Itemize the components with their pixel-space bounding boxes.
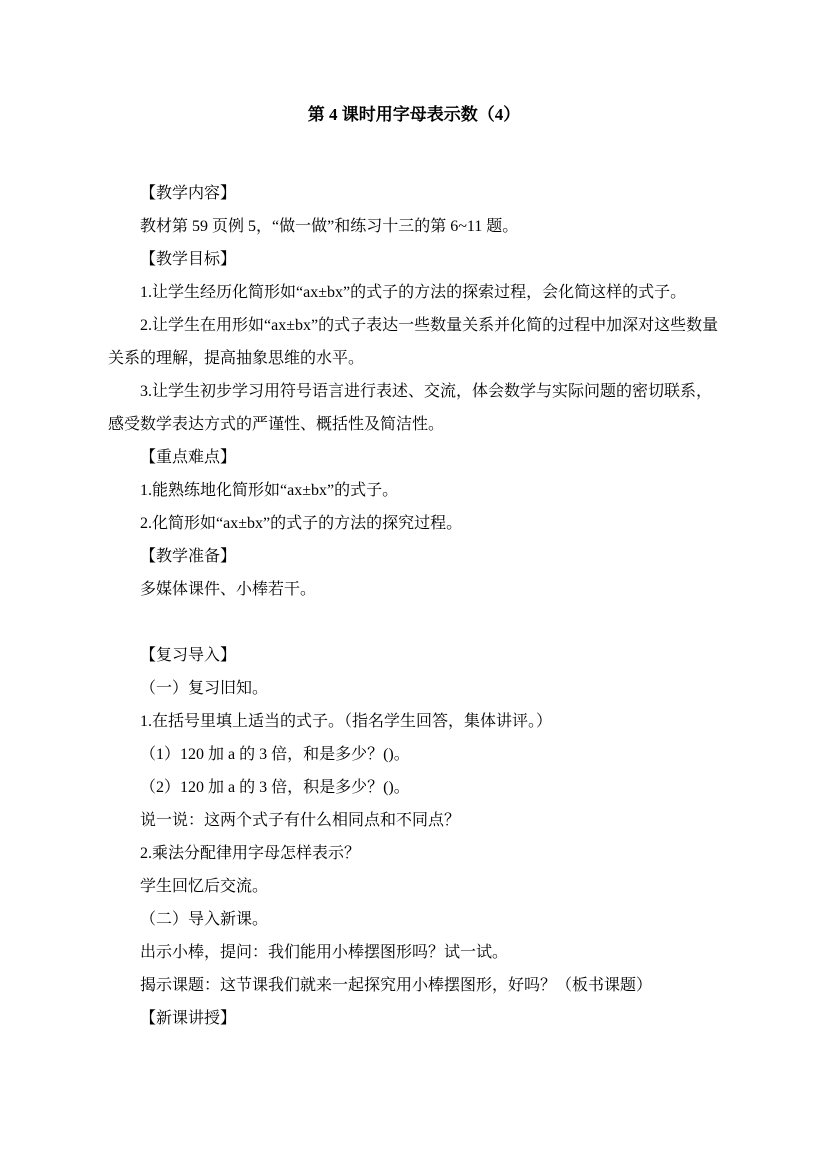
paragraph: 2.乘法分配律用字母怎样表示？ [140,845,361,862]
document-content [108,98,720,1035]
paragraph: 说一说：这两个式子有什么相同点和不同点？ [140,812,461,829]
section-header: 【重点难点】 [140,449,237,466]
blank-line [108,606,720,639]
paragraph: 出示小棒，提问：我们能用小棒摆图形吗？试一试。 [140,944,509,961]
paragraph: 多媒体课件、小棒若干。 [140,581,317,598]
paragraph: （1）120 加 a 的 3 倍，和是多少？()。 [140,746,410,763]
paragraph: 3.让学生初步学习用符号语言进行表述、交流，体会数学与实际问题的密切联系，感受数学表达方式的严谨性、概括性及简洁性。 [108,383,713,433]
section-header: 【教学准备】 [140,548,237,565]
document-title: 第 4 课时用字母表示数（4） [307,105,521,124]
paragraph: 2.让学生在用形如“ax±bx”的式子表达一些数量关系并化简的过程中加深对这些数量关系的理解，提高抽象思维的水平。 [108,317,719,367]
paragraph: 2.化简形如“ax±bx”的式子的方法的探究过程。 [140,515,463,532]
paragraph: （2）120 加 a 的 3 倍，积是多少？()。 [140,779,410,796]
section-header: 【教学目标】 [140,251,237,268]
paragraph: （二）导入新课。 [140,911,269,928]
paragraph: 教材第 59 页例 5，“做一做”和练习十三的第 6~11 题。 [140,218,519,235]
section-header: 【教学内容】 [140,185,237,202]
paragraph: 1.能熟练地化简形如“ax±bx”的式子。 [140,482,399,499]
section-header: 【复习导入】 [140,647,237,664]
paragraph: 1.在括号里填上适当的式子。（指名学生回答，集体讲评。） [140,713,553,730]
paragraph: （一）复习旧知。 [140,680,269,697]
section-header: 【新课讲授】 [140,1010,237,1027]
paragraph: 揭示课题：这节课我们就来一起探究用小棒摆图形，好吗？（板书课题） [140,977,653,994]
paragraph: 学生回忆后交流。 [140,878,269,895]
document-body [108,177,720,1035]
paragraph: 1.让学生经历化简形如“ax±bx”的式子的方法的探索过程，会化简这样的式子。 [140,284,687,301]
